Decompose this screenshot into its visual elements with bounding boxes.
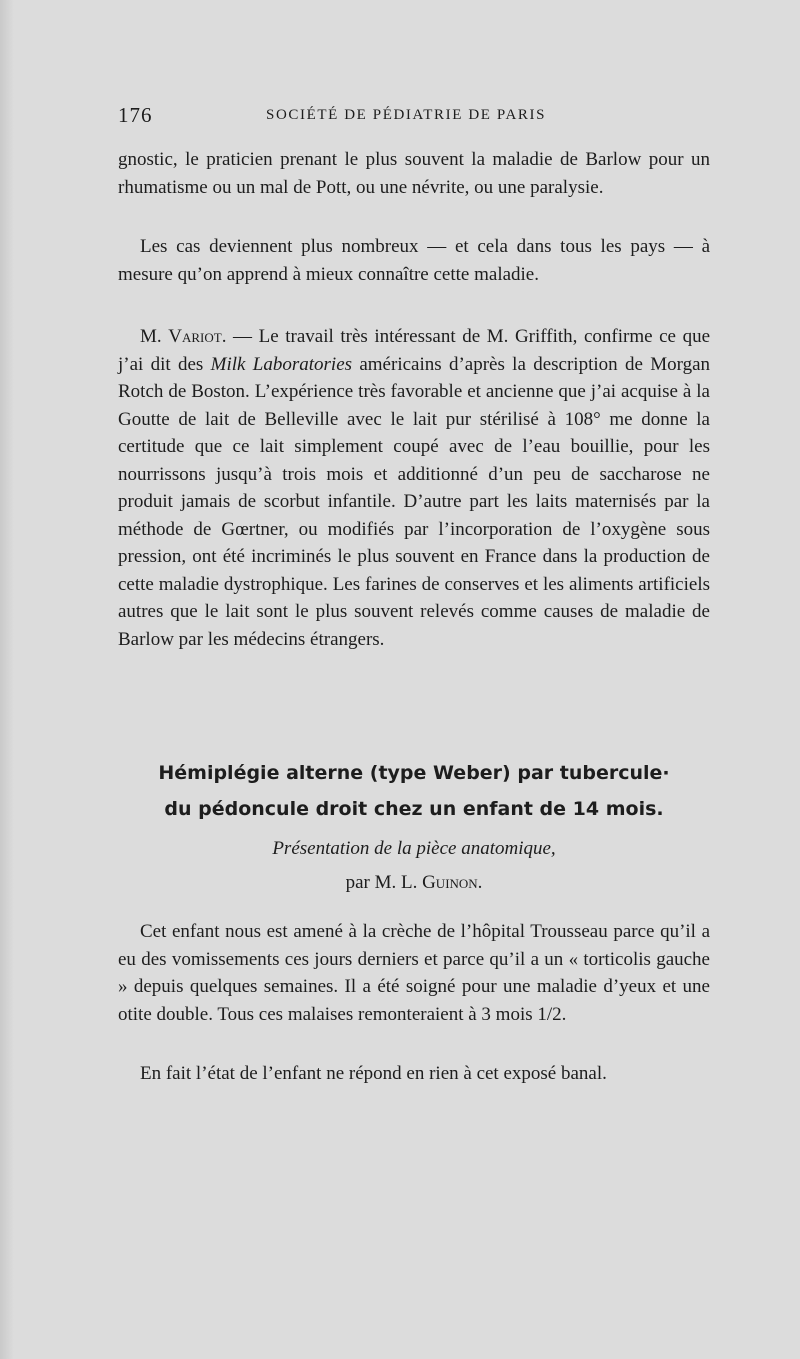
page-header xyxy=(118,103,710,131)
section-title xyxy=(118,755,710,827)
paragraph-text: gnostic, le praticien prenant le plus souvent la maladie de Barlow pour un rhumatisme ou un mal de Pott, ou une névrite, ou une paralysie. xyxy=(118,149,710,198)
section-title-line: Hémiplégie alterne (type Weber) par tubercule· xyxy=(158,762,670,784)
paragraph-text xyxy=(118,323,710,653)
author-prefix: par M. L. xyxy=(345,872,418,893)
paragraph-case-state xyxy=(118,1060,710,1088)
page-number: 176 xyxy=(118,103,153,127)
running-title: SOCIÉTÉ DE PÉDIATRIE DE PARIS xyxy=(266,107,547,123)
paragraph-continuation xyxy=(118,146,710,201)
section-author xyxy=(118,872,710,894)
paragraph-case-intro xyxy=(118,918,710,1028)
section-title-line: du pédoncule droit chez un enfant de 14 mois. xyxy=(164,798,664,820)
section-subtitle: Présentation de la pièce anatomique, xyxy=(272,838,556,859)
paragraph-cases xyxy=(118,233,710,288)
paragraph-text: Cet enfant nous est amené à la crèche de l’hôpital Trousseau parce qu’il a eu des vomissements ces jours derniers et parce qu’il a un « torticolis gauche » depuis quelques semaines. Il a été soigné pour une maladie d’yeux et une otite double. Tous ces malaises remonteraient à 3 mois 1/2. xyxy=(118,921,710,1025)
speaker-prefix: M. xyxy=(140,326,162,347)
paragraph-variot xyxy=(118,323,710,653)
author-name: Guinon. xyxy=(422,872,483,893)
speaker-name: Variot. xyxy=(168,326,227,347)
paragraph-segment: — Le travail très intéressant de M. Griffith, confirme ce que j’ai dit des xyxy=(118,326,711,375)
paragraph-text: En fait l’état de l’enfant ne répond en rien à cet exposé banal. xyxy=(140,1063,607,1084)
italic-term: Milk Laboratories xyxy=(210,353,353,375)
page-gutter-shadow xyxy=(0,0,14,1359)
paragraph-text: Les cas deviennent plus nombreux — et cela dans tous les pays — à mesure qu’on apprend à mieux connaître cette maladie. xyxy=(118,236,710,285)
paragraph-segment: américains d’après la description de Morgan Rotch de Boston. L’expérience très favorable et ancienne que j’ai acquise à la Goutte de lait de Belleville avec le lait pur stérilisé à 108° me donne la certitude que ce lait simplement coupé avec de l’eau bouillie, pour les nourrissons jusqu’à trois mois et additionné d’un peu de saccharose ne produit jamais de scorbut infantile. D’autre part les laits maternisés par la méthode de Gœrtner, ou modifiés par l’incorporation de l’oxygène sous pression, ont été incriminés le plus souvent en France dans la production de cette maladie dystrophique. Les farines de conserves et les aliments artificiels autres que le lait sont le plus souvent relevés comme causes de maladie de Barlow par les médecins étrangers. xyxy=(118,353,711,650)
